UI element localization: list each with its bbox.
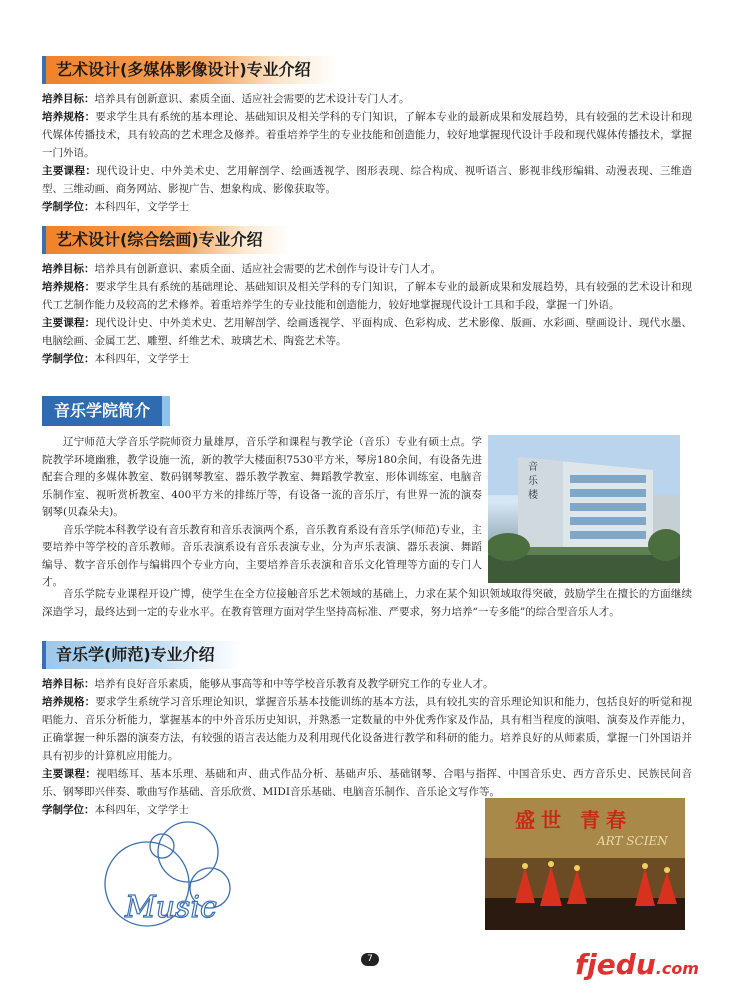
- row-spec: 培养规格：要求学生具有系统的基础理论、基础知识及相关学科的专门知识，了解本专业的最新成果和发展趋势，具有较强的艺术设计和现代工艺制作能力及较高的艺术修养。着重培养学生的专业技能和创造能力，较好地掌握现代设计工具和手段，掌握一门外语。: [42, 281, 693, 311]
- building-illustration: [488, 435, 680, 583]
- section-title: 音乐学(师范)专业介绍: [42, 641, 241, 669]
- section-music-school: [42, 396, 692, 426]
- row-goal: 培养目标：培养有良好音乐素质，能够从事高等和中等学校音乐教育及教学研究工作的专业人才。: [42, 678, 494, 690]
- stage-performance-photo: [485, 798, 685, 930]
- row-degree: 学制学位：本科四年，文学学士: [42, 353, 189, 365]
- row-degree: 学制学位：本科四年，文学学士: [42, 201, 189, 213]
- intro-para-1: 辽宁师范大学音乐学院师资力量雄厚，音乐学和课程与教学论（音乐）专业有硕士点。学院教学环境幽雅，教学设施一流，新的教学大楼面积7530平方米，琴房180余间，有设备先进配套合理的多媒体教室、数码钢琴教室、器乐教学教室、舞蹈教学教室、形体训练室、电脑音乐制作室、视听赏析教室、400平方米的排练厅等，有设备一流的音乐厅，有世界一流的演奏钢琴(贝森朵夫)。: [42, 436, 482, 518]
- page-number: 7: [361, 953, 379, 966]
- intro-text-wide: [42, 586, 692, 621]
- stage-banner: 盛世 青春: [515, 808, 632, 832]
- section-title: 艺术设计(综合绘画)专业介绍: [42, 226, 289, 254]
- section-music-education: [42, 641, 692, 819]
- row-goal: 培养目标：培养具有创新意识、素质全面、适应社会需要的艺术创作与设计专门人才。: [42, 263, 441, 275]
- intro-para-3: 音乐学院专业课程开设广博，使学生在全方位接触音乐艺术领域的基础上，力求在某个知识领域取得突破，鼓励学生在擅长的方面继续深造学习，最终达到一定的专业水平。在教育管理方面对学生坚持高标准、严要求，努力培养“一专多能”的综合型音乐人才。: [42, 588, 692, 618]
- row-courses: 主要课程：现代设计史、中外美术史、艺用解剖学、绘画透视学、图形表现、综合构成、视听语言、影视非线形编辑、动漫表现、三维造型、三维动画、商务网站、影视广告、想象构成、影像获取等。: [42, 165, 693, 195]
- stage-banner-sub: ART SCIEN: [597, 834, 668, 848]
- music-word: Music: [125, 890, 217, 925]
- building-sign: 音乐楼: [528, 462, 538, 501]
- section-multimedia-design: [42, 56, 692, 216]
- section-title: 艺术设计(多媒体影像设计)专业介绍: [42, 56, 337, 84]
- music-building-photo: [488, 435, 680, 583]
- row-courses: 主要课程：现代设计史、中外美术史、艺用解剖学、绘画透视学、平面构成、色彩构成、艺术影像、版画、水彩画、壁画设计、现代水墨、电脑绘画、金属工艺、雕塑、纤维艺术、玻璃艺术、陶瓷艺术等。: [42, 317, 693, 347]
- row-courses: 主要课程：视唱练耳、基本乐理、基础和声、曲式作品分析、基础声乐、基础钢琴、合唱与指挥、中国音乐史、西方音乐史、民族民间音乐、钢琴即兴伴奏、歌曲写作基础、音乐欣赏、MIDI音乐基础、电脑音乐制作、音乐论文写作等。: [42, 768, 693, 798]
- section-painting: [42, 226, 692, 368]
- intro-text-narrow: [42, 434, 482, 592]
- intro-para-2: 音乐学院本科教学设有音乐教育和音乐表演两个系，音乐教育系设有音乐学(师范)专业，主要培养中等学校的音乐教师。音乐表演系设有音乐表演专业，分为声乐表演、器乐表演、舞蹈编导、数字音乐创作与编辑四个专业方向，主要培养音乐表演和音乐文化管理等方面的专门人才。: [42, 523, 482, 588]
- watermark: fjedu.com: [575, 948, 699, 981]
- row-spec: 培养规格：要求学生系统学习音乐理论知识，掌握音乐基本技能训练的基本方法，具有较扎实的音乐理论知识和能力，包括良好的听觉和视唱能力、音乐分析能力，掌握基本的中外音乐历史知识，并熟悉一定数量的中外优秀作家及作品，具有相当程度的演唱、演奏及作弄能力，正确掌握一种乐器的演奏方法，有较强的语言表达能力及利用现代化设备进行教学和科研的能力。培养良好的从师素质，掌握一门外国语并具有初步的计算机应用能力。: [42, 696, 693, 762]
- section-title: 音乐学院简介: [42, 396, 170, 426]
- row-degree: 学制学位：本科四年，文学学士: [42, 804, 189, 816]
- row-goal: 培养目标：培养具有创新意识、素质全面、适应社会需要的艺术设计专门人才。: [42, 93, 410, 105]
- row-spec: 培养规格：要求学生具有系统的基本理论、基础知识及相关学科的专门知识，了解本专业的最新成果和发展趋势，具有较强的艺术设计和现代媒体传播技术，具有较高的艺术理念及修养。着重培养学生的专业技能和创造能力，较好地掌握现代设计手段和现代媒体传播技术，掌握一门外语。: [42, 111, 693, 159]
